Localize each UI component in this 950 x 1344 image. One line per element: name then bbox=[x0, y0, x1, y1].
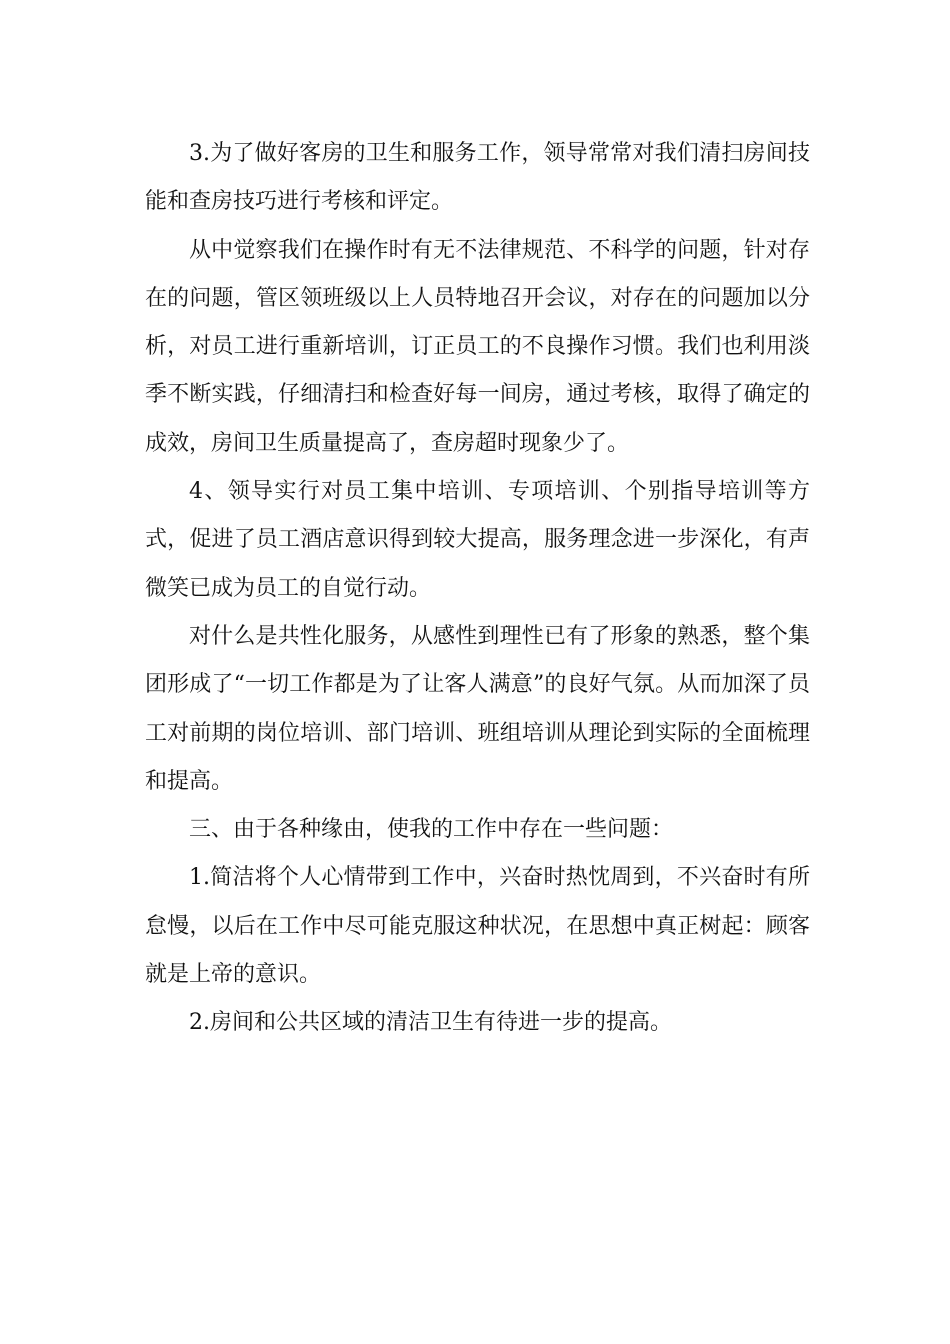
section-heading-problems: 三、由于各种缘由，使我的工作中存在一些问题： bbox=[189, 817, 674, 843]
paragraph-staff-training: 4、领导实行对员工集中培训、专项培训、个别指导培训等方式，促进了员工酒店意识得到较大提高，服务理念进一步深化，有声微笑已成为员工的自觉行动。 bbox=[145, 479, 810, 601]
paragraph-service-awareness: 对什么是共性化服务，从感性到理性已有了形象的熟悉，整个集团形成了“一切工作都是为了让客人满意”的良好气氛。从而加深了员工对前期的岗位培训、部门培训、班组培训从理论到实际的全面梳理和提高。 bbox=[145, 623, 810, 794]
document-body bbox=[145, 130, 810, 1048]
paragraph-problem-cleaning: 2.房间和公共区域的清洁卫生有待进一步的提高。 bbox=[189, 1010, 672, 1036]
paragraph-room-inspection: 3.为了做好客房的卫生和服务工作，领导常常对我们清扫房间技能和查房技巧进行考核和评定。 bbox=[145, 141, 810, 215]
paragraph-problem-mood: 1.简洁将个人心情带到工作中，兴奋时热忱周到，不兴奋时有所怠慢，以后在工作中尽可能克服这种状况，在思想中真正树起：顾客就是上帝的意识。 bbox=[145, 865, 810, 988]
paragraph-problem-analysis: 从中觉察我们在操作时有无不法律规范、不科学的问题，针对存在的问题，管区领班级以上人员特地召开会议，对存在的问题加以分析，对员工进行重新培训，订正员工的不良操作习惯。我们也利用淡季不断实践，仔细清扫和检查好每一间房，通过考核，取得了确定的成效，房间卫生质量提高了，查房超时现象少了。 bbox=[145, 237, 810, 456]
